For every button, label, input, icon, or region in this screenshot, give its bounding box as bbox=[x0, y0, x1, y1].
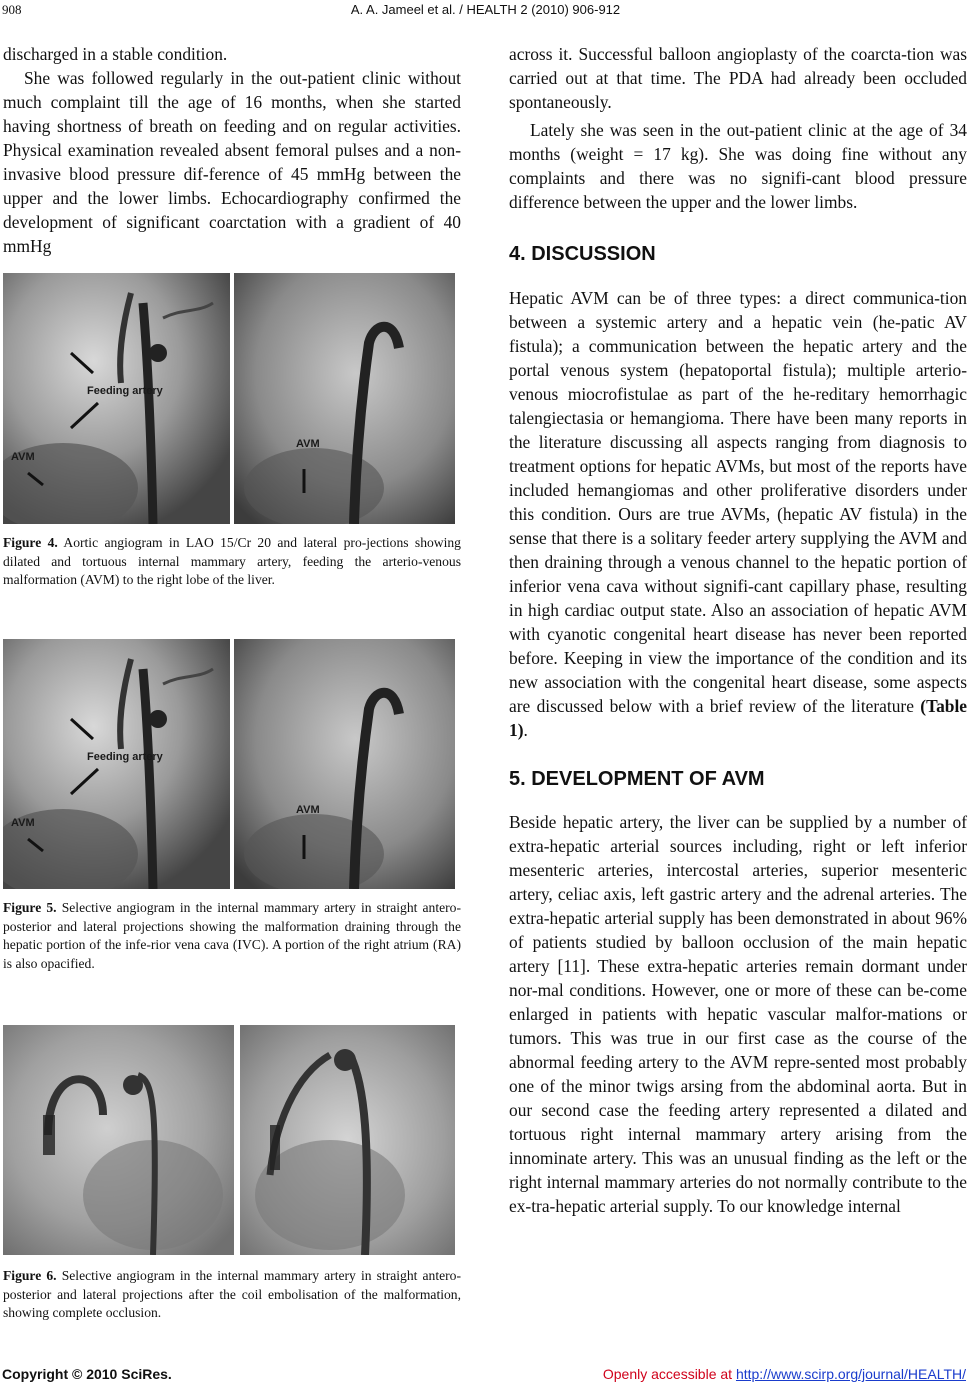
left-paragraph-1: discharged in a stable condition. bbox=[3, 44, 228, 64]
figure-5-caption bbox=[3, 899, 461, 973]
copyright: Copyright © 2010 SciRes. bbox=[2, 1366, 172, 1382]
figure-6-image bbox=[3, 1025, 455, 1255]
avm-label: AVM bbox=[296, 438, 320, 450]
figure-6 bbox=[3, 1025, 461, 1323]
left-column bbox=[3, 42, 461, 258]
right-paragraph-1: across it. Successful balloon angioplasty of the coarcta-tion was carried out at that time. The PDA had already been occluded spontaneously. bbox=[509, 44, 967, 112]
access-prefix: Openly accessible at bbox=[602, 1366, 736, 1382]
running-head: A. A. Jameel et al. / HEALTH 2 (2010) 906-912 bbox=[350, 2, 621, 17]
left-paragraph-2: She was followed regularly in the out-patient clinic without much complaint till the age of 16 months, when she started having shortness of breath on feeding and on regular activities. Physical examination revealed absent femoral pulses and a non-invasive blood pressure dif-ference of 45 mmHg between the upper and the lower limbs. Echocardiography confirmed the development of significant coarctation with a gradient of 40 mmHg bbox=[3, 68, 461, 256]
feeding-artery-label: Feeding artery bbox=[87, 385, 163, 397]
figure-6-left-panel bbox=[3, 1025, 234, 1255]
section-4-end: . bbox=[523, 720, 528, 740]
figure-5-image bbox=[3, 639, 455, 889]
figure-6-caption bbox=[3, 1267, 461, 1323]
section-4-text: Hepatic AVM can be of three types: a direct communica-tion between a systemic artery and a hepatic vein (he-patic AV fistula); a communication between the hepatic artery and the portal venous system (hepatoportal fistula); multiple arterio-venous miocrofistulae as part of the he-reditary hemorrhagic talengiectasia or hemangioma. There have been many reports in the literature discussing all aspects ranging from diagnosis to treatment options for hepatic AVMs, but most of the reports have included hemangiomas and other proliferative disorders under this condition. Ours are true AVMs, (hepatic AV fistula) in the sense that there is a solitary feeder artery supplying the AVM and then draining through a venous channel to the hepatic portion of inferior vena cava without signifi-cant capillary phase, resulting in high cardiac output state. Also an association of hepatic AVM with cyanotic congenital heart disease has never been reported before. Keeping in view the importance of the condition and its new association with the congenital heart disease, some aspects are discussed below with a brief review of the literature bbox=[509, 288, 967, 716]
figure-4-left-panel bbox=[3, 273, 230, 524]
section-5-title: 5. DEVELOPMENT OF AVM bbox=[509, 768, 765, 790]
feeding-artery-label: Feeding artery bbox=[87, 751, 163, 763]
caption-text: Selective angiogram in the internal mammary artery in straight antero-posterior and lateral projections showing the malformation draining through the hepatic portion of the infe-rior vena cava (IVC). A portion of the right atrium (RA) is also opacified. bbox=[3, 900, 462, 971]
section-5-paragraph: Beside hepatic artery, the liver can be supplied by a number of extra-hepatic arterial sources including, right or left inferior mesenteric arteries, intercostal arteries, superior mesenteric artery, celiac axis, left gastric artery and the adrenal arteries. The extra-hepatic arterial supply has been demonstrated in about 96% of patients studied by balloon occlusion of the main hepatic artery [11]. These extra-hepatic arteries remain dormant under nor-mal conditions. However, one or more of these can be-come enlarged in patients with hepatic vascular malfor-mations or tumors. This was true in our first case as the course of the abnormal feeding artery to the AVM repre-sented most probably one of the minor twigs arsing from the abdominal aorta. But in our second case the feeding artery represented a dilated and tortuous right internal mammary artery arising from the innominate artery. This was an unusual finding as the left or the right internal mammary arteries do not normally contribute to the ex-tra-hepatic arterial supply. To our knowledge internal bbox=[509, 812, 967, 1216]
caption-text: Selective angiogram in the internal mammary artery in straight antero-posterior and lateral projections after the coil embolisation of the malformation, showing complete occlusion. bbox=[3, 1268, 462, 1320]
page-number: 908 bbox=[2, 2, 22, 17]
figure-5-left-panel bbox=[3, 639, 230, 889]
figure-6-right-panel bbox=[240, 1025, 455, 1255]
caption-label: Figure 5. bbox=[3, 900, 57, 915]
page-header bbox=[0, 2, 971, 22]
page-footer bbox=[0, 1366, 971, 1386]
figure-4-image bbox=[3, 273, 455, 524]
open-access-notice bbox=[603, 1366, 966, 1382]
right-paragraph-2: Lately she was seen in the out-patient clinic at the age of 34 months (weight = 17 kg). She was doing fine without any complaints and there was no signifi-cant blood pressure difference between the upper and the lower limbs. bbox=[509, 120, 967, 212]
right-column bbox=[509, 42, 967, 1218]
caption-text: Aortic angiogram in LAO 15/Cr 20 and lateral pro-jections showing dilated and tortuous internal mammary artery, feeding the arterio-venous malformation (AVM) to the right lobe of the liver. bbox=[3, 535, 461, 587]
figure-5-right-panel bbox=[234, 639, 455, 889]
journal-link[interactable]: http://www.scirp.org/journal/HEALTH/ bbox=[735, 1366, 966, 1382]
avm-label: AVM bbox=[296, 804, 320, 816]
caption-label: Figure 6. bbox=[3, 1268, 57, 1283]
table-reference: (Table 1) bbox=[509, 696, 967, 740]
section-4-title: 4. DISCUSSION bbox=[509, 243, 656, 265]
figure-4 bbox=[3, 273, 461, 590]
section-4-paragraph bbox=[509, 286, 967, 742]
figure-4-caption bbox=[3, 534, 461, 590]
caption-label: Figure 4. bbox=[3, 535, 58, 550]
avm-label: AVM bbox=[11, 451, 35, 463]
figure-4-right-panel bbox=[234, 273, 455, 524]
figure-5 bbox=[3, 639, 461, 973]
avm-label: AVM bbox=[11, 817, 35, 829]
